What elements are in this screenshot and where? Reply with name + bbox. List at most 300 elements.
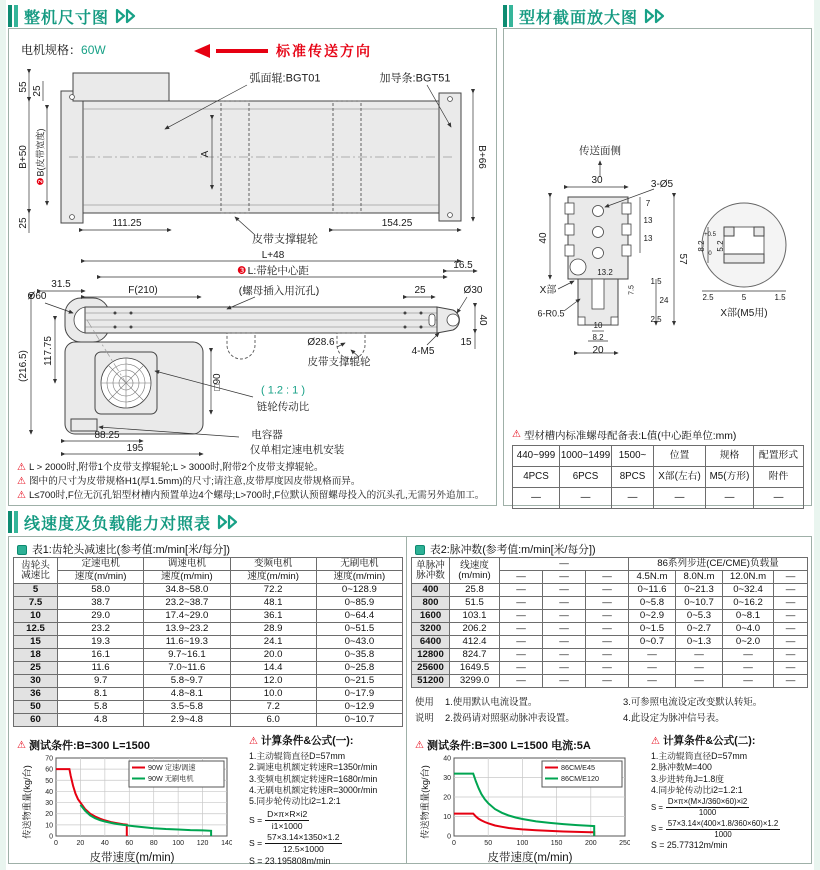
dim-label: 皮带支撑辊轮	[307, 355, 371, 368]
conveyor-side-body	[65, 298, 459, 434]
table-cell: —	[723, 662, 774, 675]
table-cell: —	[774, 662, 808, 675]
test-conditions-2-text: 测试条件:B=300 L=1500 电流:5A	[426, 740, 591, 752]
arrow-tail	[216, 49, 268, 53]
nut-table-title-row	[512, 427, 804, 442]
dim-label: 40	[538, 232, 549, 244]
dim-label: 31.5	[51, 279, 71, 290]
dim-label: 加导条:BGT51	[379, 72, 451, 85]
dim-label: 25	[32, 85, 43, 97]
table-row	[412, 675, 808, 688]
warning-icon: ⚠	[415, 739, 424, 751]
nut-table-title: 型材槽内标准螺母配备表:L值(中心距单位:mm)	[523, 431, 737, 442]
table-cell: 103.1	[450, 610, 500, 623]
table-cell: 48.1	[230, 597, 316, 610]
load-speed-chart-2	[417, 753, 633, 865]
header-cell: 4.5N.m	[629, 571, 676, 584]
table-cell: —	[543, 649, 586, 662]
table-cell: —	[500, 610, 543, 623]
table-cell: —	[586, 649, 629, 662]
dim-label: A	[200, 150, 211, 158]
table-cell: —	[500, 636, 543, 649]
dim-label: 0	[708, 251, 712, 257]
dim-label: 195	[126, 443, 144, 454]
dim-label: 2.5	[650, 315, 662, 324]
table-cell: —	[543, 662, 586, 675]
formula-lhs: S =	[651, 802, 663, 812]
table-cell: —	[586, 662, 629, 675]
table-cell: —	[774, 597, 808, 610]
top-view-art	[15, 67, 493, 249]
y-tick-label: 40	[45, 788, 53, 796]
table-cell: 6PCS	[560, 467, 612, 488]
legend-label: 86CM/E120	[561, 774, 599, 783]
calc1-title: 计算条件&公式(一):	[260, 735, 354, 747]
dim-label: Ø60	[27, 291, 47, 302]
y-tick-label: 20	[443, 794, 451, 802]
table-cell: 0~32.4	[723, 584, 774, 597]
table-cell: 25600	[412, 662, 450, 675]
dim-label: 皮带支撑辊轮	[252, 233, 318, 246]
table-cell: 5	[14, 584, 58, 597]
dim-label: 24	[659, 296, 669, 305]
table-cell: 12800	[412, 649, 450, 662]
header-cell: 线速度 (m/min)	[450, 558, 500, 584]
table-cell: 29.0	[58, 610, 144, 623]
arrow-left-icon	[194, 44, 210, 58]
note-line: ⚠ 图中的尺寸为皮带规格H1(厚1.5mm)的尺寸;请注意,皮带厚度因皮带规格而异。	[17, 475, 361, 487]
dim-label: F(210)	[128, 285, 158, 296]
table-cell: 5.8	[58, 701, 144, 714]
table-cell: —	[774, 675, 808, 688]
formula-lhs: S =	[249, 837, 263, 848]
plot-area	[430, 753, 630, 849]
note-line: ⚠ L≤700时,F位无沉孔铝型材槽内预置单边4个螺母;L>700时,F位默认预留螺母投入的沉头孔,无需另外追加工。	[17, 489, 485, 501]
table-cell: 3.5~5.8	[144, 701, 230, 714]
x-tick-label: 150	[550, 840, 563, 847]
table-cell: —	[774, 649, 808, 662]
header-cell: 单脉冲 脉冲数	[412, 558, 450, 584]
table-cell: 72.2	[230, 584, 316, 597]
usage-notes	[415, 695, 807, 725]
dim-label: (螺母插入用沉孔)	[238, 284, 320, 297]
formula-1a	[249, 809, 404, 831]
calc-line: 2.调速电机额定转速R=1350r/min	[249, 762, 378, 773]
direction-label: 标准传送方向	[276, 43, 372, 59]
table-header-row	[412, 558, 808, 571]
table-cell: —	[723, 675, 774, 688]
play-forward-icon	[644, 8, 668, 24]
table-cell: 0~21.3	[676, 584, 723, 597]
table-cell: —	[612, 488, 654, 509]
motor-spec-value: 60W	[81, 43, 106, 57]
x-tick-label: 250	[619, 840, 630, 847]
table-cell: —	[560, 488, 612, 509]
calc2-lines	[651, 751, 809, 797]
usage-note-4: 4.此设定为脉冲信号表。	[623, 712, 725, 724]
table-cell: M5(方形)	[706, 467, 754, 488]
dim-label: B+66	[476, 145, 487, 169]
table-cell: 0~2.7	[676, 623, 723, 636]
speed-load-panel	[8, 536, 812, 864]
table-cell: —	[586, 636, 629, 649]
table-cell: —	[629, 675, 676, 688]
table-row	[14, 623, 403, 636]
footnotes	[17, 461, 491, 503]
header-cell: —	[774, 571, 808, 584]
dim-label: 88.25	[94, 430, 120, 441]
x-tick-label: 100	[516, 840, 529, 847]
table-row	[14, 636, 403, 649]
table-cell: 12.0	[230, 675, 316, 688]
table-row	[412, 623, 808, 636]
x-tick-label: 100	[172, 840, 184, 847]
dim-label: 55	[18, 81, 29, 93]
table-row	[14, 584, 403, 597]
section-title: 型材截面放大图	[519, 9, 639, 27]
table-cell: 0~16.2	[723, 597, 774, 610]
formula-lhs: S =	[249, 814, 263, 825]
dim-label: 57	[677, 253, 688, 265]
table-row	[14, 597, 403, 610]
table-cell: 400	[412, 584, 450, 597]
calc-line: 3.变频电机额定转速R=1680r/min	[249, 773, 378, 784]
header-cell: —	[500, 571, 543, 584]
table-cell: —	[774, 610, 808, 623]
dim-label: 电容器	[251, 428, 283, 441]
profile-cross-section-drawing	[508, 39, 808, 365]
dim-label: L+48	[261, 250, 285, 261]
header-cell: 齿轮头 减速比	[14, 558, 58, 584]
table-cell: 0~64.4	[316, 610, 402, 623]
table-cell: 11.6~19.3	[144, 636, 230, 649]
dim-label: 13	[643, 234, 653, 243]
table-cell: 7.5	[14, 597, 58, 610]
table-cell: 0~5.3	[676, 610, 723, 623]
table-cell: 4.8~8.1	[144, 688, 230, 701]
table-row	[513, 446, 804, 467]
detail-view	[702, 203, 786, 287]
heading-bars-icon	[8, 511, 18, 533]
calc1-lines	[249, 751, 404, 808]
table-cell: 配置形式	[754, 446, 804, 467]
motor-spec-label: 电机规格：	[21, 43, 82, 57]
x-tick-label: 50	[484, 840, 493, 847]
dim-label: 3-Ø5	[650, 179, 674, 190]
table-cell: 50	[14, 701, 58, 714]
table-cell: —	[543, 675, 586, 688]
table-row	[513, 467, 804, 488]
table-cell: 0~43.0	[316, 636, 402, 649]
table-cell: 36	[14, 688, 58, 701]
table-cell: 25.8	[450, 584, 500, 597]
table-row	[412, 649, 808, 662]
page-title: 整机尺寸图	[24, 9, 110, 27]
warning-icon: ⚠	[512, 429, 521, 440]
header-cell: 定速电机	[58, 558, 144, 571]
formula-numerator: 57×3.14×1350×1.2	[267, 832, 340, 843]
table-row	[14, 701, 403, 714]
table-cell: 440~999	[513, 446, 560, 467]
header-cell: 无刷电机	[316, 558, 402, 571]
calc-line: 4.无刷电机额定转速R=3000r/min	[249, 785, 378, 796]
dim-label: 传送面侧	[579, 144, 621, 157]
plot-area	[32, 753, 232, 849]
warning-icon: ⚠	[249, 736, 258, 748]
table-cell: —	[513, 488, 560, 509]
table-cell: —	[500, 584, 543, 597]
dim-label: 25	[18, 217, 29, 229]
table-cell: —	[654, 488, 706, 509]
motor-spec	[21, 41, 106, 58]
calc-formula-1	[249, 735, 404, 867]
table-cell: 3200	[412, 623, 450, 636]
calc-line: 4.同步轮传动比i2=1.2:1	[651, 785, 743, 796]
dim-label: 8.2	[697, 240, 706, 252]
calc-line: 5.同步轮传动比i2=1.2:1	[249, 796, 341, 807]
header-cell: 速度(m/min)	[316, 571, 402, 584]
dim-label: 2.5	[702, 293, 714, 302]
calc-line: 3.步进转角J=1.8度	[651, 773, 725, 784]
table-cell: 14.4	[230, 662, 316, 675]
table-cell: 1500~	[612, 446, 654, 467]
formula-denominator: 12.5×1000	[282, 844, 324, 855]
dim-label: Ø28.6	[307, 337, 335, 348]
dim-label: 40	[477, 314, 488, 326]
square-bullet-icon	[415, 545, 425, 555]
table-cell: —	[586, 584, 629, 597]
table-cell: 58.0	[58, 584, 144, 597]
table2-tag-label: 表2:脉冲数(参考值:m/min[米/每分])	[430, 544, 596, 556]
dim-label: 5.2	[716, 240, 725, 252]
calc2-title-row	[651, 735, 809, 749]
y-tick-label: 50	[45, 777, 53, 785]
table-cell: —	[676, 675, 723, 688]
table-cell: 7.2	[230, 701, 316, 714]
dim-label: 6-R0.5	[537, 308, 565, 319]
table1-wrap	[13, 557, 403, 727]
dim-label: 5	[741, 293, 747, 302]
x-tick-label: 200	[584, 840, 597, 847]
table-cell: 0~8.1	[723, 610, 774, 623]
nut-table-block	[512, 427, 804, 509]
legend-label: 90W 无刷电机	[148, 774, 194, 783]
table-cell: 0~21.5	[316, 675, 402, 688]
table-cell: 16.1	[58, 649, 144, 662]
table-cell: —	[706, 488, 754, 509]
formula-result: S = 23.195808m/min	[249, 855, 331, 866]
table-cell: —	[543, 584, 586, 597]
table-cell: 18	[14, 649, 58, 662]
table-row	[14, 714, 403, 727]
x-axis-label: 皮带速度(m/min)	[487, 852, 573, 864]
profile-section-panel	[503, 28, 812, 506]
dim-label: 13	[643, 216, 653, 225]
table-cell: —	[629, 649, 676, 662]
conveyor-top-view-drawing	[15, 67, 493, 249]
dim-label: B+50	[18, 145, 29, 169]
heading-bars-icon	[8, 5, 18, 27]
table-cell: —	[586, 623, 629, 636]
table-cell: 0~2.0	[723, 636, 774, 649]
table-cell: 13.9~23.2	[144, 623, 230, 636]
table-row	[14, 662, 403, 675]
table-row	[14, 688, 403, 701]
y-tick-label: 0	[49, 833, 53, 841]
y-tick-label: 20	[45, 811, 53, 819]
table-cell: —	[500, 675, 543, 688]
table-cell: 0~10.7	[316, 714, 402, 727]
table-cell: —	[774, 623, 808, 636]
table-cell: 28.9	[230, 623, 316, 636]
table-cell: —	[500, 623, 543, 636]
y-tick-label: 70	[45, 755, 53, 763]
table-cell: —	[586, 610, 629, 623]
formula-numerator: D×π×R×i2	[267, 808, 308, 819]
table-row	[412, 636, 808, 649]
table-cell: 9.7	[58, 675, 144, 688]
header-cell: 速度(m/min)	[144, 571, 230, 584]
dim-label: 117.75	[43, 336, 54, 366]
chart-svg	[32, 753, 232, 849]
nut-table	[512, 445, 804, 509]
dim-label: 8.2	[592, 333, 604, 342]
table-cell: 25	[14, 662, 58, 675]
section-title: 线速度及负载能力对照表	[24, 515, 212, 533]
formula-1b	[249, 832, 404, 854]
pulse-table	[411, 557, 808, 688]
y-tick-label: 10	[443, 814, 451, 821]
dim-label: 1.5	[774, 293, 786, 302]
usage-label: 使用	[415, 696, 434, 707]
dim-label: 13.2	[597, 268, 613, 277]
table-cell: —	[500, 597, 543, 610]
table-cell: 23.2~38.7	[144, 597, 230, 610]
section-heading-profile	[503, 4, 668, 28]
dim-label: 111.25	[112, 218, 142, 229]
table-cell: 51.5	[450, 597, 500, 610]
table-cell: 800	[412, 597, 450, 610]
table-cell: 11.6	[58, 662, 144, 675]
x-axis-label: 皮带速度(m/min)	[89, 852, 175, 864]
table2-wrap	[411, 557, 808, 688]
table-row	[412, 662, 808, 675]
formula-2a	[651, 797, 809, 817]
table-cell: 0~35.8	[316, 649, 402, 662]
table-cell: —	[676, 649, 723, 662]
pulse-half	[406, 537, 813, 863]
y-tick-label: 30	[443, 775, 451, 782]
header-cell: —	[543, 571, 586, 584]
formula-denominator: 1000	[714, 829, 732, 839]
section-heading-speed	[8, 510, 241, 534]
table-cell: 19.3	[58, 636, 144, 649]
test-conditions-2	[415, 737, 591, 753]
table-row	[14, 649, 403, 662]
test-conditions-1	[17, 737, 150, 753]
table-cell: 4PCS	[513, 467, 560, 488]
table-cell: 0~0.7	[629, 636, 676, 649]
table-cell: 60	[14, 714, 58, 727]
table-cell: 2.9~4.8	[144, 714, 230, 727]
x-tick-label: 140	[221, 840, 232, 847]
table-cell: 0~5.8	[629, 597, 676, 610]
x-tick-label: 60	[125, 840, 134, 847]
table-cell: 8.1	[58, 688, 144, 701]
table-cell: —	[774, 584, 808, 597]
table-cell: —	[676, 662, 723, 675]
usage-note-3: 3.可参照电流设定改变默认转矩。	[623, 696, 763, 707]
table-cell: X部(左右)	[654, 467, 706, 488]
x-tick-label: 120	[196, 840, 209, 847]
formula-numerator: D×π×(M×J/360×60)×i2	[667, 797, 748, 807]
table-header-row	[14, 558, 403, 571]
table-cell: 7.0~11.6	[144, 662, 230, 675]
dim-label: 1.5	[650, 277, 662, 286]
table-cell: —	[754, 488, 804, 509]
table-cell: 15	[14, 636, 58, 649]
table2-tag	[415, 542, 596, 557]
table-cell: —	[629, 662, 676, 675]
overall-dimension-panel	[8, 28, 497, 506]
dim-label: 20	[592, 345, 604, 356]
formula-2b	[651, 819, 809, 839]
calc-formula-2	[651, 735, 809, 852]
gear-ratio-half	[9, 537, 406, 866]
usage-note-1: 1.使用默认电流设置。	[445, 696, 538, 707]
table-cell: —	[543, 597, 586, 610]
heading-bars-icon	[503, 5, 513, 27]
formula-denominator: 1000	[698, 808, 717, 818]
table-cell: —	[543, 623, 586, 636]
table-cell: 24.1	[230, 636, 316, 649]
x-tick-label: 0	[54, 840, 58, 847]
dim-label: 链轮传动比	[256, 400, 310, 413]
direction-arrow	[194, 41, 372, 61]
dim-label: 7	[645, 199, 651, 208]
dim-label: (216.5)	[18, 350, 29, 382]
calc2-title: 计算条件&公式(二):	[662, 735, 756, 747]
y-tick-label: 40	[443, 755, 451, 763]
table-cell: —	[543, 610, 586, 623]
conveyor-body	[61, 73, 461, 223]
table-cell: 1000~1499	[560, 446, 612, 467]
dim-label: 10	[593, 321, 603, 330]
x-tick-label: 0	[452, 840, 456, 847]
table-cell: 10.0	[230, 688, 316, 701]
table-cell: 0~11.6	[629, 584, 676, 597]
table-subheader-row	[14, 571, 403, 584]
table-cell: 0~25.8	[316, 662, 402, 675]
dim-label: X部	[539, 285, 557, 296]
header-cell: 变频电机	[230, 558, 316, 571]
gear-ratio-table	[13, 557, 403, 727]
table-cell: —	[774, 636, 808, 649]
usage-note-2: 2.拨码请对照驱动脉冲表设置。	[445, 712, 575, 724]
header-cell: 调速电机	[144, 558, 230, 571]
table-cell: 4.8	[58, 714, 144, 727]
y-tick-label: 30	[45, 800, 53, 808]
table-cell: 0~4.0	[723, 623, 774, 636]
y-axis-label: 传送物重量(kg/台)	[22, 765, 32, 839]
header-cell: 12.0N.m	[723, 571, 774, 584]
dim-label: ❷B(皮带宽度)	[35, 128, 46, 186]
y-tick-label: 0	[447, 833, 451, 841]
table-cell: 10	[14, 610, 58, 623]
dim-label: 仅单相定速电机安装	[249, 443, 345, 456]
calc-line: 1.主动辊筒直径D=57mm	[651, 750, 748, 761]
formula-lhs: S =	[651, 824, 663, 834]
